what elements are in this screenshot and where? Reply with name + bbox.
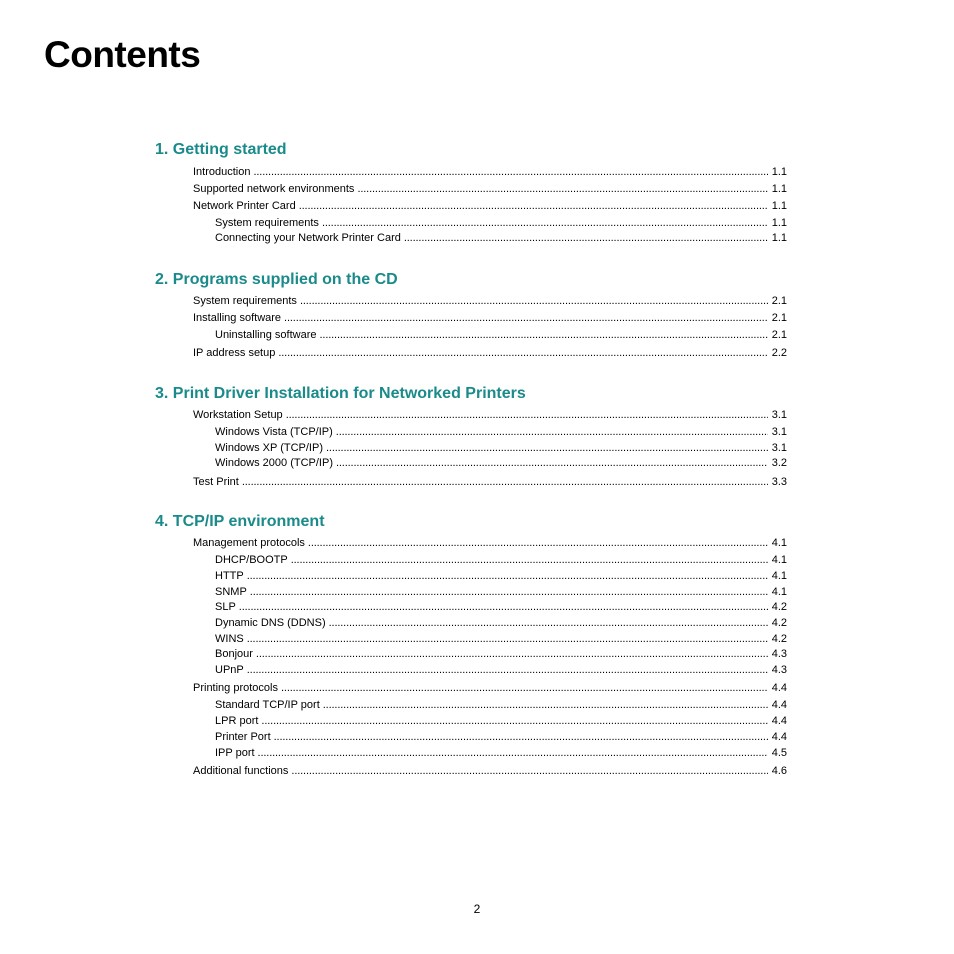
toc-entry-label: System requirements <box>215 217 319 229</box>
toc-leader <box>291 765 767 778</box>
toc-leader <box>286 409 768 422</box>
toc-entry-label: Workstation Setup <box>193 409 283 421</box>
toc-leader <box>299 200 768 213</box>
toc-entry-windows-vista[interactable] <box>215 426 787 439</box>
toc-leader <box>284 312 768 325</box>
toc-entry-page: 1.1 <box>771 200 787 212</box>
toc-entry-snmp[interactable] <box>215 586 787 599</box>
toc-entry-connecting-network-printer-card[interactable] <box>215 232 787 245</box>
toc-leader <box>329 617 768 630</box>
toc-entry-label: LPR port <box>215 715 259 727</box>
toc-entry-page: 3.1 <box>771 426 787 438</box>
section-heading-getting-started: 1. Getting started <box>155 141 287 158</box>
toc-entry-page: 4.3 <box>771 664 787 676</box>
toc-entry-page: 4.5 <box>771 747 787 759</box>
toc-leader <box>250 586 768 599</box>
toc-entry-supported-network-environments[interactable] <box>193 183 787 196</box>
toc-entry-label: SNMP <box>215 586 247 598</box>
toc-entry-page: 2.2 <box>771 347 787 359</box>
toc-entry-page: 1.1 <box>771 166 787 178</box>
toc-leader <box>357 183 767 196</box>
toc-entry-page: 4.1 <box>771 586 787 598</box>
toc-entry-label: Windows XP (TCP/IP) <box>215 442 323 454</box>
toc-entry-network-printer-card[interactable] <box>193 200 787 213</box>
toc-leader <box>256 648 768 661</box>
toc-entry-wins[interactable] <box>215 633 787 646</box>
toc-entry-page: 4.4 <box>771 699 787 711</box>
toc-entry-installing-software[interactable] <box>193 312 787 325</box>
toc-entry-system-requirements[interactable] <box>215 217 787 230</box>
toc-leader <box>247 633 768 646</box>
toc-entry-label: Installing software <box>193 312 282 324</box>
toc-entry-uninstalling-software[interactable] <box>215 329 787 342</box>
toc-leader <box>274 731 768 744</box>
toc-entry-http[interactable] <box>215 570 787 583</box>
section-heading-tcp-ip-environment: 4. TCP/IP environment <box>155 513 325 530</box>
page-title: Contents <box>44 34 201 75</box>
toc-leader <box>247 664 768 677</box>
toc-entry-label: Supported network environments <box>193 183 355 195</box>
toc-leader <box>323 699 768 712</box>
toc-entry-system-requirements[interactable] <box>193 295 787 308</box>
toc-entry-page: 4.1 <box>771 554 787 566</box>
toc-entry-printer-port[interactable] <box>215 731 787 744</box>
toc-entry-label: Dynamic DNS (DDNS) <box>215 617 326 629</box>
toc-entry-label: Introduction <box>193 166 251 178</box>
toc-entry-ipp-port[interactable] <box>215 747 787 760</box>
toc-entry-windows-2000[interactable] <box>215 457 787 470</box>
toc-leader <box>278 347 767 360</box>
toc-leader <box>320 329 768 342</box>
toc-entry-label: HTTP <box>215 570 244 582</box>
toc-leader <box>326 442 768 455</box>
toc-entry-page: 1.1 <box>771 183 787 195</box>
toc-entry-label: IP address setup <box>193 347 276 359</box>
toc-entry-page: 4.2 <box>771 601 787 613</box>
toc-leader <box>281 682 768 695</box>
toc-entry-page: 3.2 <box>771 457 787 469</box>
toc-entry-slp[interactable] <box>215 601 787 614</box>
toc-entry-upnp[interactable] <box>215 664 787 677</box>
toc-entry-page: 1.1 <box>771 232 787 244</box>
toc-entry-test-print[interactable] <box>193 476 787 489</box>
toc-entry-label: DHCP/BOOTP <box>215 554 288 566</box>
section-heading-print-driver-installation: 3. Print Driver Installation for Networked Printers <box>155 385 526 402</box>
toc-entry-windows-xp[interactable] <box>215 442 787 455</box>
toc-entry-page: 3.1 <box>771 442 787 454</box>
toc-entry-introduction[interactable] <box>193 166 787 179</box>
toc-entry-label: WINS <box>215 633 244 645</box>
toc-entry-label: Test Print <box>193 476 239 488</box>
toc-entry-label: SLP <box>215 601 236 613</box>
toc-entry-page: 3.1 <box>771 409 787 421</box>
toc-leader <box>336 457 768 470</box>
toc-entry-page: 4.6 <box>771 765 787 777</box>
toc-leader <box>291 554 768 567</box>
toc-entry-label: Network Printer Card <box>193 200 296 212</box>
toc-entry-page: 1.1 <box>771 217 787 229</box>
toc-entry-label: Connecting your Network Printer Card <box>215 232 401 244</box>
toc-leader <box>322 217 768 230</box>
toc-entry-page: 4.2 <box>771 633 787 645</box>
toc-leader <box>239 601 768 614</box>
toc-entry-label: Bonjour <box>215 648 253 660</box>
toc-entry-label: Printer Port <box>215 731 271 743</box>
toc-entry-label: Windows Vista (TCP/IP) <box>215 426 333 438</box>
toc-entry-label: Uninstalling software <box>215 329 317 341</box>
toc-entry-page: 4.1 <box>771 537 787 549</box>
toc-leader <box>247 570 768 583</box>
toc-entry-standard-tcp-ip-port[interactable] <box>215 699 787 712</box>
toc-leader <box>242 476 768 489</box>
toc-leader <box>404 232 768 245</box>
toc-entry-page: 4.3 <box>771 648 787 660</box>
toc-entry-dynamic-dns[interactable] <box>215 617 787 630</box>
toc-entry-page: 4.4 <box>771 715 787 727</box>
page-number: 2 <box>473 902 481 916</box>
toc-entry-label: Additional functions <box>193 765 289 777</box>
toc-entry-page: 2.1 <box>771 329 787 341</box>
toc-entry-page: 4.4 <box>771 731 787 743</box>
toc-entry-page: 4.2 <box>771 617 787 629</box>
toc-entry-page: 4.1 <box>771 570 787 582</box>
toc-leader <box>258 747 768 760</box>
toc-entry-page: 2.1 <box>771 312 787 324</box>
toc-leader <box>308 537 768 550</box>
toc-entry-ip-address-setup[interactable] <box>193 347 787 360</box>
toc-entry-label: Standard TCP/IP port <box>215 699 320 711</box>
toc-entry-label: Management protocols <box>193 537 305 549</box>
toc-leader <box>336 426 768 439</box>
toc-leader <box>300 295 768 308</box>
toc-leader <box>253 166 767 179</box>
toc-entry-label: System requirements <box>193 295 297 307</box>
toc-entry-dhcp-bootp[interactable] <box>215 554 787 567</box>
toc-entry-management-protocols[interactable] <box>193 537 787 550</box>
toc-entry-workstation-setup[interactable] <box>193 409 787 422</box>
toc-entry-label: IPP port <box>215 747 255 759</box>
toc-leader <box>261 715 767 728</box>
toc-entry-page: 3.3 <box>771 476 787 488</box>
toc-entry-page: 4.4 <box>771 682 787 694</box>
toc-entry-label: UPnP <box>215 664 244 676</box>
toc-entry-printing-protocols[interactable] <box>193 682 787 695</box>
toc-entry-bonjour[interactable] <box>215 648 787 661</box>
section-heading-programs-supplied: 2. Programs supplied on the CD <box>155 271 398 288</box>
toc-entry-additional-functions[interactable] <box>193 765 787 778</box>
toc-entry-label: Windows 2000 (TCP/IP) <box>215 457 333 469</box>
toc-entry-label: Printing protocols <box>193 682 278 694</box>
toc-entry-lpr-port[interactable] <box>215 715 787 728</box>
toc-entry-page: 2.1 <box>771 295 787 307</box>
